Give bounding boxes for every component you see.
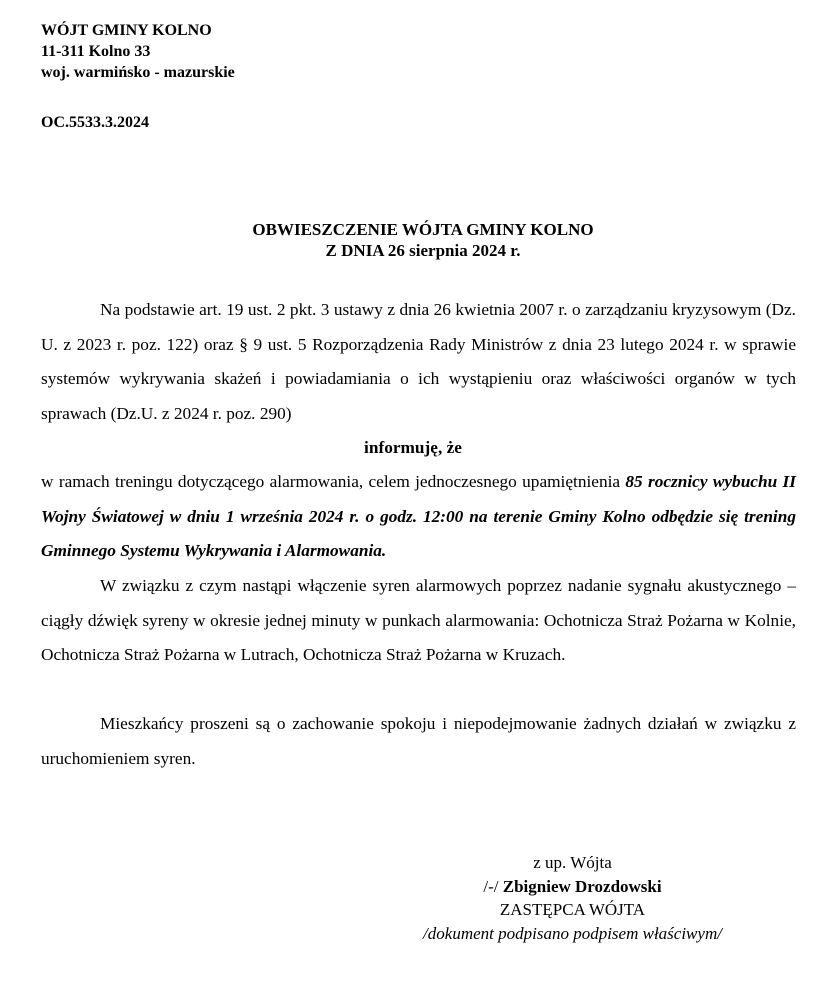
signatory-position: ZASTĘPCA WÓJTA xyxy=(499,900,646,919)
announcement-emphasis: 85 rocznicy wybuchu II Wojny Światowej w dniu 1 września 2024 r. o godz. 12:00 na terenie Gminy Kolno odbędzie się trening Gminnego Systemu Wykrywania i Alarmowania. xyxy=(41,472,796,560)
announcement-intro: w ramach treningu dotyczącego alarmowania, celem jednoczesnego upamiętnienia xyxy=(41,472,626,491)
signature-on-behalf: z up. Wójta xyxy=(533,853,612,872)
signature-name-row xyxy=(380,875,765,899)
issuer-region: woj. warmińsko - mazurskie xyxy=(41,64,235,81)
signature-block xyxy=(380,851,765,945)
issuer-header xyxy=(41,20,235,83)
signatory-name: Zbigniew Drozdowski xyxy=(502,876,662,896)
inform-line: informuję, że xyxy=(364,438,462,457)
document-title xyxy=(0,219,826,261)
siren-paragraph: W związku z czym nastąpi włączenie syren alarmowych poprzez nadanie sygnału akustycznego – ciągły dźwięk syreny w okresie jednej minuty w punkach alarmowania: Ochotnicza Straż Pożarna w Kolnie, Ochotnicza Straż Pożarna w Lutrach, Ochotnicza Straż Pożarna w Kruzach. xyxy=(41,576,796,664)
signature-note: /dokument podpisano podpisem właściwym/ xyxy=(423,923,722,943)
legal-basis-paragraph: Na podstawie art. 19 ust. 2 pkt. 3 ustawy z dnia 26 kwietnia 2007 r. o zarządzaniu kryzysowym (Dz. U. z 2023 r. poz. 122) oraz § 9 ust. 5 Rozporządzenia Rady Ministrów z dnia 23 lutego 2024 r. w sprawie systemów wykrywania skażeń i powiadamiania o ich wystąpieniu oraz właściwości organów w tych sprawach (Dz.U. z 2024 r. poz. 290) xyxy=(41,300,796,423)
announcement-paragraph xyxy=(41,465,796,569)
residents-paragraph: Mieszkańcy proszeni są o zachowanie spokoju i niepodejmowanie żadnych działań w związku z uruchomieniem syren. xyxy=(41,714,796,768)
signature-mark: /-/ xyxy=(483,876,503,896)
issuer-address: 11-311 Kolno 33 xyxy=(41,43,151,60)
reference-number: OC.5533.3.2024 xyxy=(41,114,149,131)
issuer-authority: WÓJT GMINY KOLNO xyxy=(41,22,212,39)
title-line-1: OBWIESZCZENIE WÓJTA GMINY KOLNO xyxy=(252,220,594,239)
title-line-2: Z DNIA 26 sierpnia 2024 r. xyxy=(325,241,521,260)
